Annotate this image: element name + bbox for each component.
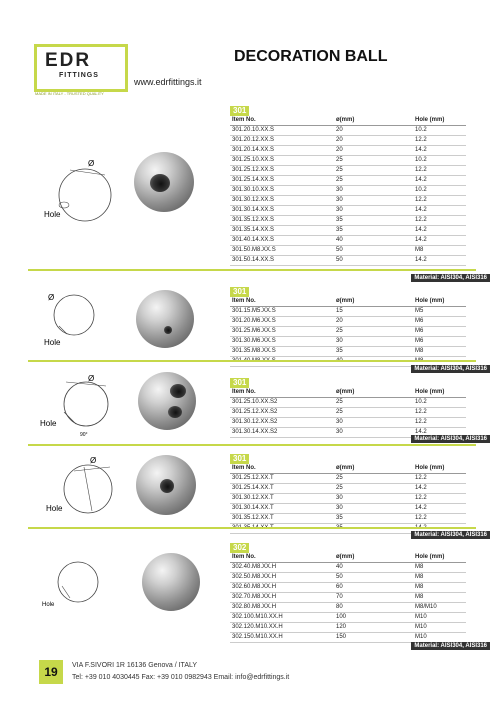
table-row (230, 484, 466, 494)
item-number-cell: 301.30.14.XX.S (232, 207, 275, 213)
table-row (230, 583, 466, 593)
hole-size-cell: 14.2 (415, 505, 427, 511)
diameter-cell: 120 (336, 624, 347, 630)
hole-size-cell: M8/M10 (415, 604, 437, 610)
website-link[interactable]: www.edrfittings.it (134, 77, 202, 87)
item-number-cell: 302.100.M10.XX.H (232, 614, 283, 620)
column-header-item: Item No. (232, 465, 256, 471)
hole-size-cell: 12.2 (415, 197, 427, 203)
column-header-hole: Hole (mm) (415, 465, 445, 471)
hole-size-cell: M10 (415, 614, 427, 620)
diameter-cell: 20 (336, 318, 343, 324)
series-code-badge: 301 (230, 287, 249, 297)
hole-size-cell: 14.2 (415, 257, 427, 263)
diameter-cell: 30 (336, 338, 343, 344)
page-number: 19 (39, 660, 63, 684)
table-row (230, 593, 466, 603)
item-number-cell: 301.40.14.XX.S (232, 237, 275, 243)
item-number-cell: 301.25.12.XX.S2 (232, 409, 278, 415)
divider (28, 527, 476, 529)
hole-size-cell: M8 (415, 358, 424, 364)
diameter-label: Ø (48, 293, 55, 302)
material-label-3: Material: AISI304, AISI316 (411, 435, 490, 443)
hole-size-cell: 12.2 (415, 475, 427, 481)
table-row (230, 603, 466, 613)
hole-size-cell: 14.2 (415, 485, 427, 491)
divider (28, 444, 476, 446)
hole-size-cell: M8 (415, 348, 424, 354)
hole-size-cell: M6 (415, 318, 424, 324)
table-header (230, 297, 466, 307)
diameter-cell: 50 (336, 257, 343, 263)
hole-size-cell: 12.2 (415, 217, 427, 223)
table-row (230, 176, 466, 186)
item-number-cell: 301.50.14.XX.S (232, 257, 275, 263)
angle-label: 90° (80, 432, 88, 438)
column-header-item: Item No. (232, 554, 256, 560)
diameter-cell: 40 (336, 564, 343, 570)
table-row (230, 317, 466, 327)
item-number-cell: 301.30.14.XX.T (232, 505, 274, 511)
diameter-cell: 30 (336, 187, 343, 193)
logo-tagline: MADE IN ITALY - TRUSTED QUALITY (35, 91, 104, 96)
diameter-cell: 30 (336, 207, 343, 213)
diameter-cell: 40 (336, 237, 343, 243)
diameter-cell: 25 (336, 157, 343, 163)
hole-size-cell: M8 (415, 574, 424, 580)
diameter-cell: 25 (336, 399, 343, 405)
series-code-badge: 301 (230, 378, 249, 388)
item-number-cell: 301.35.14.XX.S (232, 227, 275, 233)
material-label-1: Material: AISI304, AISI316 (411, 274, 490, 282)
table-header (230, 464, 466, 474)
item-number-cell: 302.120.M10.XX.H (232, 624, 283, 630)
diameter-cell: 30 (336, 419, 343, 425)
hole-label: Hole (44, 338, 61, 347)
hole-size-cell: M10 (415, 624, 427, 630)
hole-size-cell: M8 (415, 564, 424, 570)
diameter-cell: 30 (336, 495, 343, 501)
ball-image-5 (142, 553, 200, 611)
table-row (230, 236, 466, 246)
item-number-cell: 301.20.M6.XX.S (232, 318, 276, 324)
table-row (230, 307, 466, 317)
hole-size-cell: 12.2 (415, 495, 427, 501)
hole-size-cell: M8 (415, 594, 424, 600)
material-label-2: Material: AISI304, AISI316 (411, 365, 490, 373)
diameter-cell: 25 (336, 409, 343, 415)
table-row (230, 146, 466, 156)
table-row (230, 573, 466, 583)
diameter-label: Ø (88, 159, 95, 168)
hole-size-cell: 14.2 (415, 207, 427, 213)
table-row (230, 156, 466, 166)
table-4 (230, 454, 466, 534)
column-header-diam: ø(mm) (336, 465, 355, 471)
table-row (230, 186, 466, 196)
footer-address: VIA F.SIVORI 1R 16136 Genova / ITALY (72, 662, 198, 669)
item-number-cell: 301.25.10.XX.S (232, 157, 275, 163)
company-logo (34, 44, 128, 96)
hole-size-cell: 10.2 (415, 399, 427, 405)
hole-size-cell: M6 (415, 328, 424, 334)
table-1 (230, 106, 466, 266)
item-number-cell: 301.30.12.XX.T (232, 495, 274, 501)
hole-size-cell: 12.2 (415, 515, 427, 521)
series-code-badge: 301 (230, 454, 249, 464)
table-row (230, 613, 466, 623)
diameter-cell: 25 (336, 328, 343, 334)
diagram-5 (38, 556, 128, 616)
table-row (230, 196, 466, 206)
item-number-cell: 302.40.M8.XX.H (232, 564, 277, 570)
item-number-cell: 301.30.12.XX.S2 (232, 419, 278, 425)
divider (28, 269, 476, 271)
column-header-diam: ø(mm) (336, 554, 355, 560)
diameter-cell: 25 (336, 177, 343, 183)
diameter-cell: 70 (336, 594, 343, 600)
item-number-cell: 301.25.M6.XX.S (232, 328, 276, 334)
ball-hole (170, 384, 186, 398)
table-row (230, 347, 466, 357)
page-title: DECORATION BALL (234, 48, 388, 65)
diameter-cell: 30 (336, 197, 343, 203)
diameter-cell: 35 (336, 217, 343, 223)
hole-size-cell: 12.2 (415, 167, 427, 173)
table-row (230, 398, 466, 408)
hole-label: Hole (42, 602, 55, 608)
item-number-cell: 301.25.12.XX.T (232, 475, 274, 481)
hole-size-cell: M6 (415, 338, 424, 344)
column-header-hole: Hole (mm) (415, 298, 445, 304)
diameter-label: Ø (88, 374, 95, 383)
diameter-cell: 100 (336, 614, 347, 620)
table-row (230, 514, 466, 524)
diameter-cell: 20 (336, 147, 343, 153)
hole-size-cell: 10.2 (415, 157, 427, 163)
item-number-cell: 301.35.14.XX.T (232, 525, 274, 531)
column-header-item: Item No. (232, 117, 256, 123)
table-row (230, 494, 466, 504)
item-number-cell: 301.30.12.XX.S (232, 197, 275, 203)
item-number-cell: 302.150.M10.XX.H (232, 634, 283, 640)
hole-label: Hole (46, 504, 63, 513)
diameter-cell: 30 (336, 505, 343, 511)
table-header (230, 388, 466, 398)
item-number-cell: 301.30.M6.XX.S (232, 338, 276, 344)
item-number-cell: 301.25.14.XX.T (232, 485, 274, 491)
diameter-cell: 35 (336, 227, 343, 233)
diameter-cell: 25 (336, 475, 343, 481)
hole-size-cell: 14.2 (415, 147, 427, 153)
column-header-diam: ø(mm) (336, 298, 355, 304)
table-row (230, 408, 466, 418)
logo-brand: EDR (45, 50, 92, 71)
ball-hole (150, 174, 170, 192)
item-number-cell: 302.50.M8.XX.H (232, 574, 277, 580)
material-label-4: Material: AISI304, AISI316 (411, 531, 490, 539)
material-label-5: Material: AISI304, AISI316 (411, 642, 490, 650)
hole-size-cell: M5 (415, 308, 424, 314)
hole-size-cell: 12.2 (415, 419, 427, 425)
item-number-cell: 301.30.14.XX.S2 (232, 429, 278, 435)
hole-size-cell: M10 (415, 634, 427, 640)
diagram-1 (30, 155, 120, 225)
column-header-item: Item No. (232, 298, 256, 304)
hole-label: Hole (40, 419, 57, 428)
table-row (230, 126, 466, 136)
hole-size-cell: 14.2 (415, 177, 427, 183)
item-number-cell: 301.35.12.XX.T (232, 515, 274, 521)
diameter-cell: 15 (336, 308, 343, 314)
ball-hole (160, 479, 174, 493)
table-row (230, 226, 466, 236)
item-number-cell: 301.50.M8.XX.S (232, 247, 276, 253)
column-header-hole: Hole (mm) (415, 389, 445, 395)
table-5 (230, 543, 466, 643)
column-header-diam: ø(mm) (336, 389, 355, 395)
diameter-cell: 30 (336, 429, 343, 435)
item-number-cell: 301.25.12.XX.S (232, 167, 275, 173)
diameter-cell: 35 (336, 348, 343, 354)
table-row (230, 166, 466, 176)
logo-sub: FITTINGS (59, 72, 99, 79)
ball-hole (164, 326, 172, 334)
diameter-cell: 25 (336, 167, 343, 173)
table-row (230, 206, 466, 216)
column-header-hole: Hole (mm) (415, 554, 445, 560)
hole-size-cell: 12.2 (415, 137, 427, 143)
table-row (230, 337, 466, 347)
diameter-cell: 40 (336, 358, 343, 364)
diameter-cell: 150 (336, 634, 347, 640)
item-number-cell: 301.40.M8.XX.S (232, 358, 276, 364)
item-number-cell: 301.20.14.XX.S (232, 147, 275, 153)
table-row (230, 256, 466, 266)
diameter-cell: 60 (336, 584, 343, 590)
diameter-cell: 80 (336, 604, 343, 610)
diameter-label: Ø (90, 456, 97, 465)
item-number-cell: 301.15.M5.XX.S (232, 308, 276, 314)
table-header (230, 116, 466, 126)
table-header (230, 553, 466, 563)
column-header-item: Item No. (232, 389, 256, 395)
diameter-cell: 20 (336, 137, 343, 143)
hole-size-cell: M8 (415, 247, 424, 253)
diagram-2 (34, 290, 124, 350)
series-code-badge: 301 (230, 106, 249, 116)
diameter-cell: 20 (336, 127, 343, 133)
table-3 (230, 378, 466, 438)
footer-contact: Tel: +39 010 4030445 Fax: +39 010 0982943 Email: info@edrfittings.it (72, 674, 290, 681)
table-row (230, 474, 466, 484)
diameter-cell: 50 (336, 247, 343, 253)
ball-image-3 (138, 372, 196, 430)
column-header-hole: Hole (mm) (415, 117, 445, 123)
item-number-cell: 301.35.12.XX.S (232, 217, 275, 223)
hole-size-cell: 14.2 (415, 227, 427, 233)
diameter-cell: 35 (336, 525, 343, 531)
item-number-cell: 301.25.10.XX.S2 (232, 399, 278, 405)
hole-size-cell: 14.2 (415, 429, 427, 435)
item-number-cell: 302.60.M8.XX.H (232, 584, 277, 590)
item-number-cell: 301.20.12.XX.S (232, 137, 275, 143)
table-row (230, 246, 466, 256)
ball-image-2 (136, 290, 194, 348)
diagram-3 (36, 372, 126, 442)
ball-hole (168, 406, 182, 418)
item-number-cell: 301.20.10.XX.S (232, 127, 275, 133)
ball-image-1 (134, 152, 194, 212)
diagram-4 (38, 455, 128, 525)
column-header-diam: ø(mm) (336, 117, 355, 123)
hole-size-cell: 14.2 (415, 525, 427, 531)
hole-size-cell: 10.2 (415, 127, 427, 133)
table-row (230, 216, 466, 226)
diameter-cell: 25 (336, 485, 343, 491)
hole-size-cell: 12.2 (415, 409, 427, 415)
item-number-cell: 302.70.M8.XX.H (232, 594, 277, 600)
table-row (230, 327, 466, 337)
diameter-cell: 35 (336, 515, 343, 521)
item-number-cell: 301.25.14.XX.S (232, 177, 275, 183)
hole-size-cell: 14.2 (415, 237, 427, 243)
diameter-cell: 50 (336, 574, 343, 580)
table-row (230, 623, 466, 633)
item-number-cell: 302.80.M8.XX.H (232, 604, 277, 610)
hole-size-cell: 10.2 (415, 187, 427, 193)
hole-size-cell: M8 (415, 584, 424, 590)
item-number-cell: 301.30.10.XX.S (232, 187, 275, 193)
divider (28, 360, 476, 362)
series-code-badge: 302 (230, 543, 249, 553)
table-row (230, 563, 466, 573)
table-row (230, 136, 466, 146)
table-row (230, 504, 466, 514)
item-number-cell: 301.35.M8.XX.S (232, 348, 276, 354)
table-2 (230, 287, 466, 367)
ball-image-4 (136, 455, 196, 515)
hole-label: Hole (44, 210, 61, 219)
table-row (230, 418, 466, 428)
